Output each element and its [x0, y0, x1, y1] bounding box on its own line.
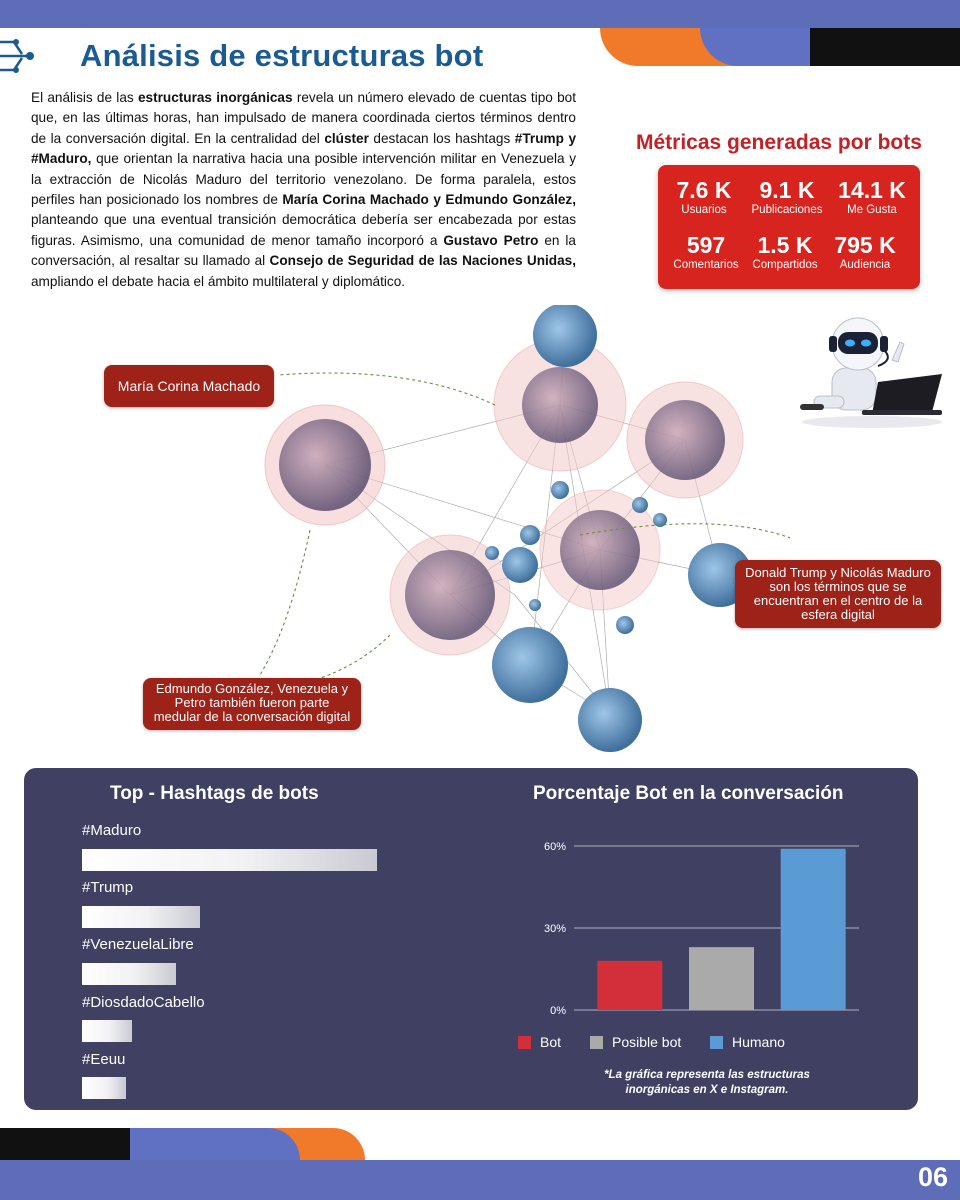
- metric-value: 795 K: [834, 232, 896, 258]
- intro-paragraph: El análisis de las estructuras inorgánicas revela un número elevado de cuentas tipo bot que, en las últimas horas, han impulsado de manera coordinada ciertos términos dentro de la conversación digital. En la centralidad del clúster destacan los hashtags #Trump y #Maduro, que orientan la narrativa hacia una posible intervención militar en Venezuela y la extracción de Nicolás Maduro del territorio venezolano. De forma paralela, estos perfiles han posicionado los nombres de María Corina Machado y Edmundo González, planteando que una eventual transición democrática debería ser encabezada por estas figuras. Asimismo, una comunidad de menor tamaño incorporó a Gustavo Petro en la conversación, al resaltar su llamado al Consejo de Seguridad de las Naciones Unidas, ampliando el debate hacia el ámbito multilateral y diplomático.: [31, 90, 577, 289]
- metric-label: Comentarios: [673, 259, 739, 271]
- y-tick-label: 60%: [543, 841, 566, 853]
- metric-comments: [662, 232, 750, 272]
- y-tick-label: 30%: [543, 923, 566, 935]
- metric-value: 9.1 K: [759, 177, 815, 203]
- hashtag-label: #Maduro: [82, 822, 142, 839]
- metric-posts: [743, 177, 831, 217]
- callout-maria-corina: María Corina Machado: [104, 365, 274, 407]
- hashtag-bar: [82, 1077, 126, 1099]
- top-bar: [0, 0, 960, 28]
- bottom-panel: [24, 768, 918, 1110]
- metric-label: Me Gusta: [847, 204, 897, 216]
- bot-percentage-chart: [514, 828, 874, 1088]
- legend-label: Humano: [732, 1034, 785, 1050]
- legend-label: Posible bot: [612, 1034, 682, 1050]
- chart-title: Porcentaje Bot en la conversación: [533, 783, 844, 804]
- legend-swatch: [518, 1036, 531, 1049]
- hashtag-bar: [82, 963, 176, 985]
- hashtag-bar: [82, 1020, 132, 1042]
- legend-possible-bot: [590, 1034, 681, 1050]
- metric-value: 7.6 K: [676, 177, 732, 203]
- metric-shares: [741, 232, 829, 272]
- metrics-title: Métricas generadas por bots: [636, 131, 922, 154]
- hashtags-title: Top - Hashtags de bots: [110, 783, 319, 804]
- legend-swatch: [710, 1036, 723, 1049]
- page-title: Análisis de estructuras bot: [80, 38, 484, 73]
- legend-label: Bot: [540, 1034, 562, 1050]
- legend-human: [710, 1034, 785, 1050]
- hashtag-bar: [82, 906, 200, 928]
- metric-likes: [828, 177, 916, 217]
- legend-bot: [518, 1034, 561, 1050]
- hashtag-label: #Trump: [82, 879, 134, 896]
- metric-value: 14.1 K: [838, 177, 906, 203]
- bar-bot: [597, 961, 662, 1010]
- metric-label: Publicaciones: [751, 204, 823, 216]
- metric-label: Compartidos: [752, 259, 818, 271]
- legend-swatch: [590, 1036, 603, 1049]
- y-tick-label: 0%: [550, 1005, 566, 1017]
- network-icon: [0, 34, 36, 78]
- hashtag-label: #DiosdadoCabello: [82, 994, 205, 1011]
- metric-value: 597: [686, 232, 726, 258]
- robot-illustration: [792, 310, 952, 430]
- metric-users: [660, 177, 748, 217]
- page-number: 06: [917, 1162, 948, 1192]
- metric-label: Usuarios: [681, 204, 727, 216]
- metric-audience: [821, 232, 909, 272]
- bottom-bar: [0, 1160, 960, 1200]
- bottom-blue-shape: [130, 1128, 300, 1160]
- metric-label: Audiencia: [839, 259, 891, 271]
- bar-posible-bot: [689, 947, 754, 1010]
- hashtag-label: #Eeuu: [82, 1051, 126, 1068]
- chart-note: *La gráfica representa las estructuras inorgánicas en X e Instagram.: [604, 1069, 810, 1096]
- callout-trump-maduro: Donald Trump y Nicolás Maduro son los términos que se encuentran en el centro de la esfera digital: [735, 560, 941, 628]
- hashtag-bar: [82, 849, 377, 871]
- callout-edmundo: Edmundo González, Venezuela y Petro también fueron parte medular de la conversación digital: [143, 678, 361, 730]
- bar-humano: [781, 849, 846, 1010]
- metrics-box: [658, 165, 920, 289]
- hashtag-label: #VenezuelaLibre: [82, 936, 194, 953]
- metric-value: 1.5 K: [757, 232, 813, 258]
